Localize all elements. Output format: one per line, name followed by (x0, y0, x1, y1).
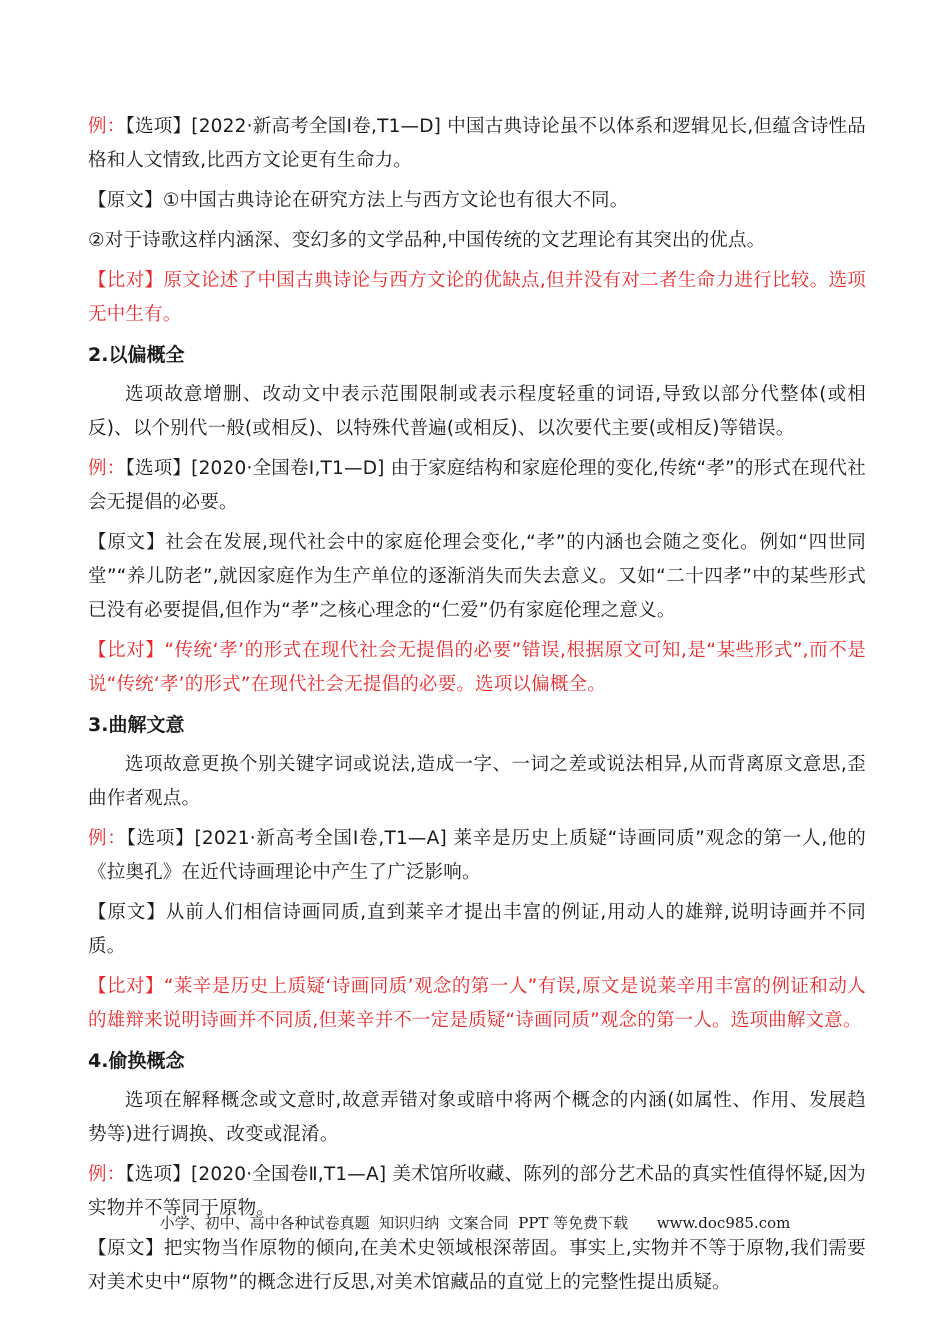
example-text: [2020·全国卷Ⅰ,T1—D] 由于家庭结构和家庭伦理的变化,传统“孝”的形式在现代社会无提倡的必要。 (88, 458, 866, 513)
compare-text: “莱辛是历史上质疑‘诗画同质’观念的第一人”有误,原文是说莱辛用丰富的例证和动人的雄辩来说明诗画并不同质,但莱辛并不一定是质疑“诗画同质”观念的第一人。选项曲解文意。 (88, 976, 866, 1031)
example-prefix: 例： (88, 1164, 126, 1185)
example-paragraph (88, 822, 866, 890)
compare-label: 【比对】 (88, 270, 164, 291)
source-text: 把实物当作原物的倾向,在美术史领域根深蒂固。事实上,实物并不等于原物,我们需要对美术史中“原物”的概念进行反思,对美术馆藏品的直觉上的完整性提出质疑。 (88, 1238, 866, 1293)
example-prefix: 例： (88, 828, 127, 849)
compare-paragraph (88, 264, 866, 332)
source-label: 【原文】 (88, 1238, 164, 1259)
footer-url[interactable]: www.doc985.com (656, 1214, 791, 1232)
source-text: 社会在发展,现代社会中的家庭伦理会变化,“孝”的内涵也会随之变化。例如“四世同堂”“养儿防老”,就因家庭作为生产单位的逐渐消失而失去意义。又如“二十四孝”中的某些形式已没有必要提倡,但作为“孝”之核心理念的“仁爱”仍有家庭伦理之意义。 (88, 532, 866, 621)
example-text: [2020·全国卷Ⅱ,T1—A] 美术馆所收藏、陈列的部分艺术品的真实性值得怀疑,因为实物并不等同于原物。 (88, 1164, 866, 1219)
compare-paragraph (88, 970, 866, 1038)
example-text: [2021·新高考全国Ⅰ卷,T1—A] 莱辛是历史上质疑“诗画同质”观念的第一人,他的《拉奥孔》在近代诗画理论中产生了广泛影响。 (88, 828, 867, 883)
source-paragraph (88, 1232, 866, 1300)
source-text: 从前人们相信诗画同质,直到莱辛才提出丰富的例证,用动人的雄辩,说明诗画并不同质。 (88, 902, 866, 957)
example-label: 【选项】 (125, 116, 192, 137)
source-label: 【原文】 (88, 532, 166, 553)
description-paragraph: 选项在解释概念或文意时,故意弄错对象或暗中将两个概念的内涵(如属性、作用、发展趋势等)进行调换、改变或混淆。 (88, 1090, 866, 1145)
example-prefix: 例： (88, 458, 126, 479)
compare-text: “传统‘孝’的形式在现代社会无提倡的必要”错误,根据原文可知,是“某些形式”,而不是说“传统‘孝’的形式”在现代社会无提倡的必要。选项以偏概全。 (88, 640, 866, 695)
footer-text: 小学、初中、高中各种试卷真题 知识归纳 文案合同 PPT 等免费下载 (159, 1214, 629, 1232)
compare-label: 【比对】 (88, 640, 165, 661)
section-heading: 4.偷换概念 (88, 1050, 185, 1072)
source-label: 【原文】 (88, 190, 163, 211)
compare-label: 【比对】 (88, 976, 164, 997)
example-label: 【选项】 (125, 1164, 191, 1185)
source-paragraph: ②对于诗歌这样内涵深、变幻多的文学品种,中国传统的文艺理论有其突出的优点。 (88, 230, 766, 251)
description-paragraph: 选项故意更换个别关键字词或说法,造成一字、一词之差或说法相异,从而背离原文意思,歪曲作者观点。 (88, 754, 866, 809)
example-label: 【选项】 (125, 458, 192, 479)
example-paragraph (88, 110, 866, 178)
example-label: 【选项】 (126, 828, 195, 849)
page-footer (0, 1212, 950, 1233)
source-text: ①中国古典诗论在研究方法上与西方文论也有很大不同。 (162, 190, 629, 211)
section-heading: 2.以偏概全 (88, 344, 185, 366)
section-heading: 3.曲解文意 (88, 714, 185, 736)
example-paragraph (88, 452, 866, 520)
source-paragraph (88, 896, 866, 964)
source-paragraph (88, 526, 866, 628)
example-prefix: 例： (88, 116, 126, 137)
source-paragraph (88, 184, 866, 218)
description-paragraph: 选项故意增删、改动文中表示范围限制或表示程度轻重的词语,导致以部分代整体(或相反)、以个别代一般(或相反)、以特殊代普遍(或相反)、以次要代主要(或相反)等错误。 (88, 384, 866, 439)
source-label: 【原文】 (88, 902, 166, 923)
document-body (88, 110, 866, 1306)
compare-text: 原文论述了中国古典诗论与西方文论的优缺点,但并没有对二者生命力进行比较。选项无中生有。 (88, 270, 866, 325)
compare-paragraph (88, 634, 866, 702)
example-text: [2022·新高考全国Ⅰ卷,T1—D] 中国古典诗论虽不以体系和逻辑见长,但蕴含诗性品格和人文情致,比西方文论更有生命力。 (88, 116, 866, 171)
